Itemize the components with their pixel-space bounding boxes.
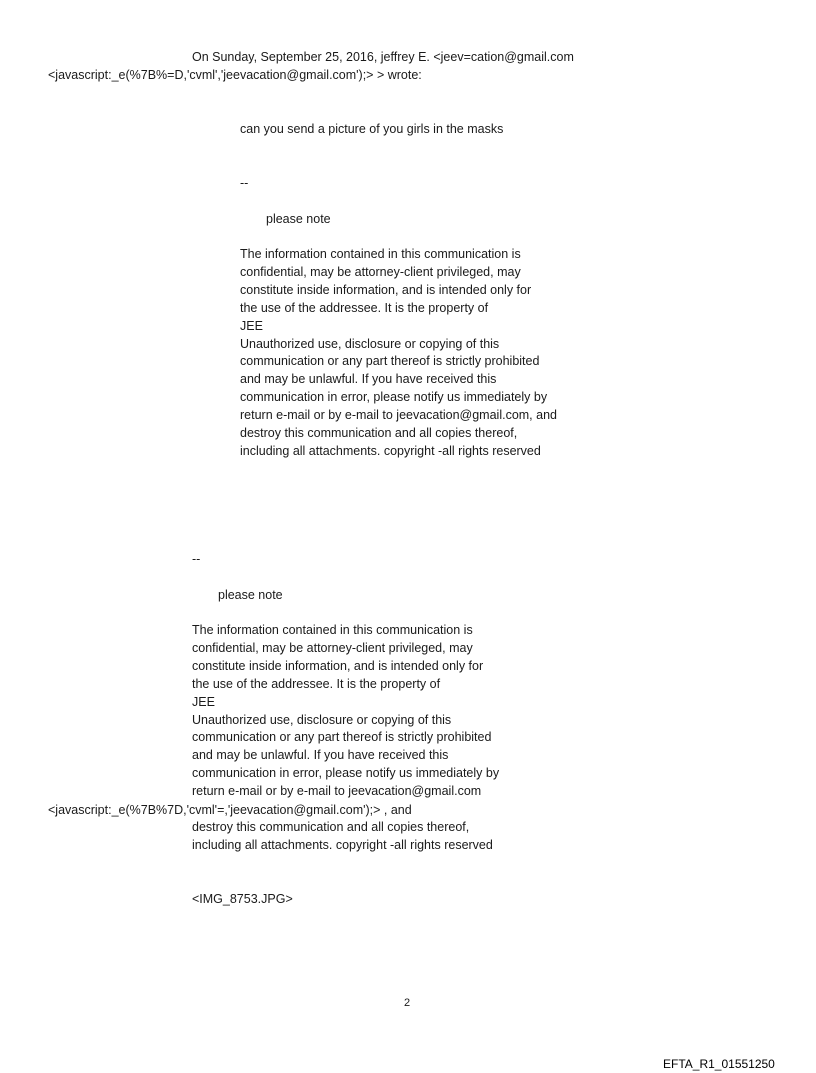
disclaimer-line: destroy this communication and all copies thereof, (192, 820, 470, 834)
page-number: 2 (404, 997, 411, 1009)
quoted-message: can you send a picture of you girls in the masks (240, 122, 504, 136)
disclaimer-line: The information contained in this communication is (192, 623, 473, 637)
attachment-reference: <IMG_8753.JPG> (192, 892, 293, 906)
disclaimer-line: JEE (240, 318, 263, 333)
disclaimer-line: communication or any part thereof is strictly prohibited (240, 354, 540, 369)
disclaimer-line: The information contained in this communication is (240, 247, 521, 261)
disclaimer-line: the use of the addressee. It is the property of (192, 676, 441, 691)
disclaimer-line: return e-mail or by e-mail to jeevacation@gmail.com (192, 784, 482, 799)
disclaimer-line: including all attachments. copyright -all rights reserved (240, 443, 541, 458)
disclaimer-line: confidential, may be attorney-client privileged, may (240, 264, 521, 279)
disclaimer-line: communication in error, please notify us immediately by (192, 766, 500, 781)
outer-disclaimer (192, 622, 499, 801)
disclaimer-line: communication in error, please notify us immediately by (240, 390, 548, 405)
disclaimer-line: constitute inside information, and is intended only for (192, 658, 484, 673)
email-header-line-1: On Sunday, September 25, 2016, jeffrey E. <jeev=cation@gmail.com (192, 50, 574, 64)
disclaimer-line: JEE (192, 694, 215, 709)
quoted-please-note: please note (266, 212, 331, 226)
bates-identifier: EFTA_R1_01551250 (663, 1057, 775, 1071)
javascript-link-line: <javascript:_e(%7B%7D,'cvml'=,'jeevacation@gmail.com');> , and (48, 803, 412, 817)
disclaimer-line: including all attachments. copyright -all rights reserved (192, 837, 493, 852)
disclaimer-line: Unauthorized use, disclosure or copying of this (192, 712, 452, 727)
disclaimer-line: communication or any part thereof is strictly prohibited (192, 730, 492, 745)
disclaimer-line: and may be unlawful. If you have received this (192, 748, 449, 763)
disclaimer-line: constitute inside information, and is intended only for (240, 282, 532, 297)
disclaimer-line: the use of the addressee. It is the property of (240, 300, 489, 315)
outer-please-note: please note (218, 588, 283, 602)
disclaimer-line: confidential, may be attorney-client privileged, may (192, 640, 473, 655)
disclaimer-line: return e-mail or by e-mail to jeevacation@gmail.com, and (240, 408, 557, 423)
quoted-separator: -- (240, 176, 249, 190)
outer-disclaimer-end (192, 819, 493, 855)
quoted-disclaimer (240, 246, 557, 461)
outer-separator: -- (192, 552, 201, 566)
disclaimer-line: Unauthorized use, disclosure or copying of this (240, 336, 500, 351)
disclaimer-line: and may be unlawful. If you have received this (240, 372, 497, 387)
disclaimer-line: destroy this communication and all copies thereof, (240, 426, 518, 441)
email-header-line-2: <javascript:_e(%7B%=D,'cvml','jeevacation@gmail.com');> > wrote: (48, 68, 422, 82)
